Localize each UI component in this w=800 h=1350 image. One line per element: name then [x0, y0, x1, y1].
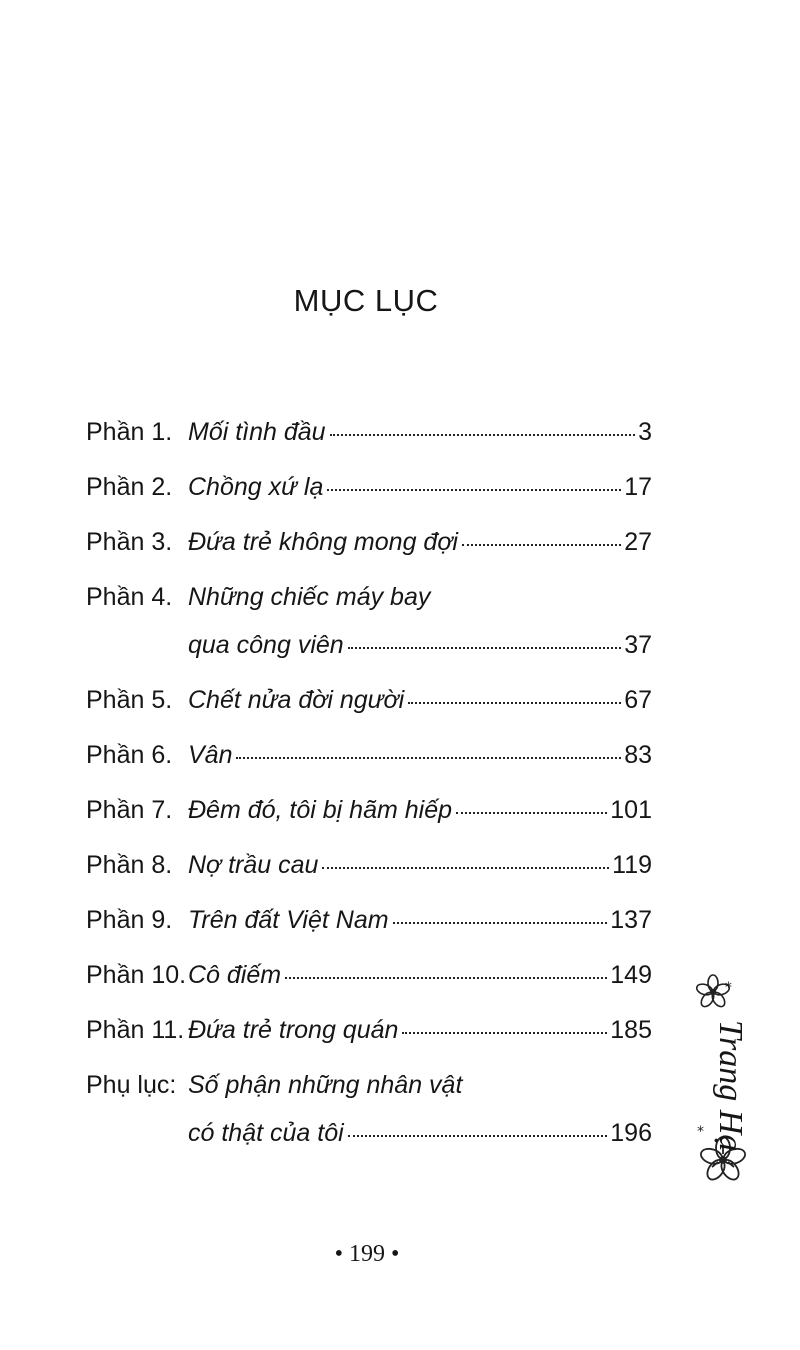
toc-entry[interactable] — [86, 731, 652, 786]
toc-page-number: 101 — [610, 796, 652, 824]
toc-entry[interactable] — [86, 1006, 652, 1061]
toc-chapter-title: Nợ trầu cau — [188, 851, 319, 879]
dot-leader — [327, 487, 621, 491]
toc-part-label: Phần 10. — [86, 961, 187, 989]
toc-page-number: 185 — [610, 1016, 652, 1044]
toc-chapter-title: Đêm đó, tôi bị hãm hiếp — [188, 796, 453, 824]
toc-entry[interactable] — [86, 676, 652, 731]
toc-chapter-title: có thật của tôi — [188, 1119, 344, 1147]
table-of-contents — [86, 408, 652, 1164]
page-number: • 199 • — [334, 1241, 400, 1267]
toc-part-label: Phần 5. — [86, 686, 173, 714]
toc-entry[interactable] — [86, 786, 652, 841]
svg-text:*: * — [697, 1124, 704, 1140]
author-signature: Trang Hạ — [712, 1020, 749, 1152]
svg-text:*: * — [725, 980, 732, 996]
toc-entry[interactable] — [86, 408, 652, 463]
toc-page-number: 83 — [624, 741, 652, 769]
toc-part-label: Phần 9. — [86, 906, 173, 934]
toc-entry[interactable] — [86, 463, 652, 518]
dot-leader — [456, 810, 607, 814]
dot-leader — [330, 432, 636, 436]
toc-part-label: Phụ lục: — [86, 1071, 177, 1099]
toc-entry[interactable] — [86, 896, 652, 951]
toc-page-number: 149 — [610, 961, 652, 989]
toc-chapter-title: qua công viên — [188, 631, 344, 659]
dot-leader — [402, 1030, 607, 1034]
toc-page-number: 119 — [612, 851, 652, 879]
toc-part-label: Phần 8. — [86, 851, 173, 879]
toc-entry[interactable] — [86, 841, 652, 896]
toc-part-label: Phần 6. — [86, 741, 173, 769]
toc-part-label: Phần 2. — [86, 473, 173, 501]
dot-leader — [322, 865, 609, 869]
toc-entry[interactable] — [86, 573, 652, 676]
dot-leader — [348, 645, 622, 649]
toc-chapter-title: Chết nửa đời người — [188, 686, 405, 714]
toc-chapter-title: Chồng xứ lạ — [188, 473, 324, 501]
dot-leader — [348, 1133, 608, 1137]
page-title: MỤC LỤC — [293, 283, 439, 318]
toc-part-label: Phần 3. — [86, 528, 173, 556]
toc-entry[interactable] — [86, 1061, 652, 1164]
toc-page-number: 137 — [610, 906, 652, 934]
toc-page-number: 37 — [624, 631, 652, 659]
toc-page-number: 196 — [610, 1119, 652, 1147]
toc-chapter-title: Đứa trẻ không mong đợi — [188, 528, 458, 556]
toc-entry[interactable] — [86, 518, 652, 573]
dot-leader — [393, 920, 608, 924]
dot-leader — [285, 975, 607, 979]
toc-part-label: Phần 1. — [86, 418, 173, 446]
toc-part-label: Phần 7. — [86, 796, 173, 824]
toc-chapter-title: Mối tình đầu — [188, 418, 326, 446]
toc-chapter-title: Đứa trẻ trong quán — [188, 1016, 399, 1044]
toc-part-label: Phần 11. — [86, 1016, 185, 1044]
toc-page-number: 67 — [624, 686, 652, 714]
dot-leader — [408, 700, 621, 704]
toc-entry[interactable] — [86, 951, 652, 1006]
toc-chapter-title: Cô điếm — [188, 961, 282, 989]
author-ornament — [693, 960, 773, 1200]
toc-chapter-title: Trên đất Việt Nam — [188, 906, 389, 934]
toc-chapter-title: Những chiếc máy bay — [188, 583, 431, 611]
toc-chapter-title: Số phận những nhân vật — [188, 1071, 463, 1099]
toc-page-number: 17 — [624, 473, 652, 501]
toc-part-label: Phần 4. — [86, 583, 173, 611]
toc-page-number: 3 — [638, 418, 652, 446]
dot-leader — [462, 542, 621, 546]
dot-leader — [236, 755, 621, 759]
toc-page-number: 27 — [624, 528, 652, 556]
toc-chapter-title: Vân — [188, 741, 233, 769]
